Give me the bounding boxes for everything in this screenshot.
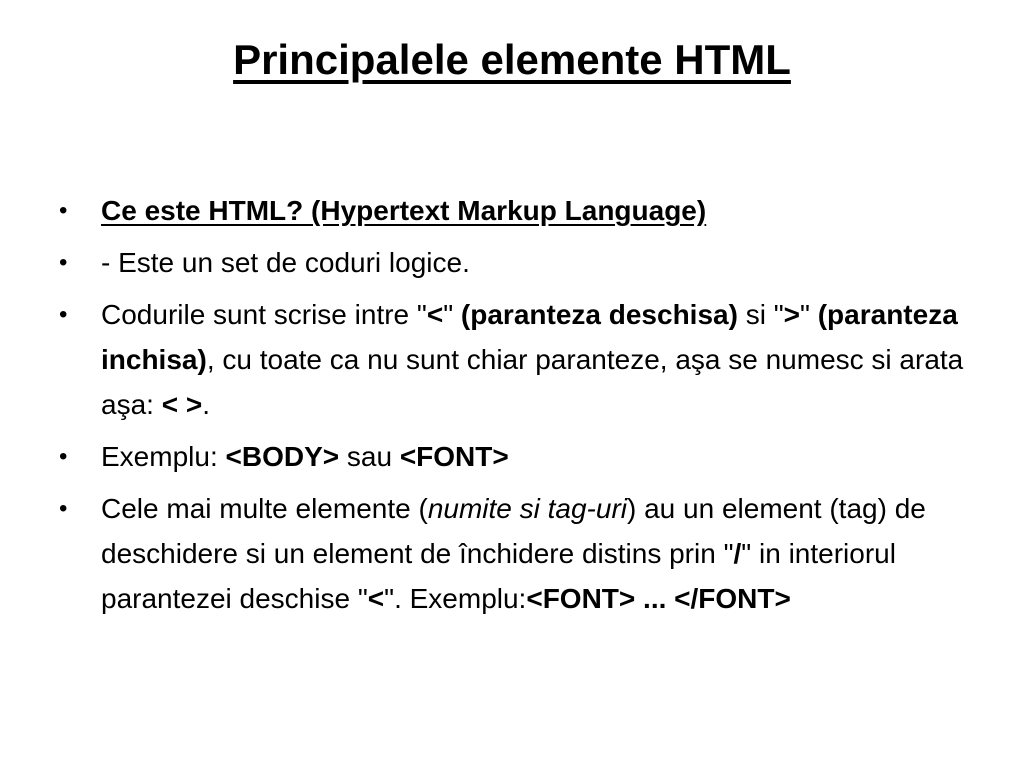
- bullet-text-part: ) au un element (tag) de deschidere si un element de închidere distins prin ": [101, 493, 926, 569]
- bullet-text-part: Codurile sunt scrise intre ": [101, 299, 427, 330]
- bullet-bold-part: >: [783, 299, 800, 330]
- bullet-text-part: si ": [737, 299, 784, 330]
- bullet-dot-icon: •: [59, 495, 68, 522]
- bullet-text-part: ": [443, 299, 461, 330]
- bullet-text-part: " in interiorul parantezei deschise ": [101, 538, 896, 614]
- bullet-item-what-is-html: [54, 188, 964, 233]
- bullet-dot-icon: •: [59, 197, 68, 224]
- slide-title-text: Principalele elemente HTML: [233, 36, 791, 83]
- bullet-list: [54, 188, 964, 628]
- bullet-bold-part: <BODY>: [225, 441, 340, 472]
- bullet-item-closing-tags: [54, 486, 964, 621]
- bullet-item-logical-codes: [54, 240, 964, 285]
- bullet-bold-part: (paranteza deschisa): [460, 299, 738, 330]
- bullet-item-brackets: [54, 292, 964, 427]
- slide-title: [0, 30, 1024, 90]
- bullet-bold-part: <: [426, 299, 444, 330]
- bullet-text-part: ". Exemplu:: [384, 583, 527, 614]
- bullet-italic-part: numite si tag-uri: [427, 493, 627, 524]
- bullet-dot-icon: •: [59, 249, 68, 276]
- bullet-text-part: , cu toate ca nu sunt chiar paranteze, aşa se numesc si arata aşa:: [101, 344, 964, 420]
- bullet-bold-part: <: [367, 583, 385, 614]
- bullet-text-part: Cele mai multe elemente (: [101, 493, 428, 524]
- bullet-dot-icon: •: [59, 443, 68, 470]
- bullet-bold-part: <FONT>: [399, 441, 509, 472]
- bullet-dot-icon: •: [59, 301, 68, 328]
- bullet-text-part: Exemplu:: [101, 441, 226, 472]
- bullet-text-part: ": [800, 299, 818, 330]
- bullet-heading: Ce este HTML? (Hypertext Markup Language): [101, 195, 707, 226]
- bullet-bold-part: /: [733, 538, 742, 569]
- bullet-bold-part: <FONT> ... </FONT>: [526, 583, 791, 614]
- bullet-text-part: .: [202, 389, 210, 420]
- bullet-text-part: sau: [339, 441, 400, 472]
- bullet-item-example-tags: [54, 434, 964, 479]
- bullet-bold-part: < >: [161, 389, 203, 420]
- bullet-text: - Este un set de coduri logice.: [101, 247, 470, 278]
- bullet-bold-part: (paranteza inchisa): [101, 299, 958, 375]
